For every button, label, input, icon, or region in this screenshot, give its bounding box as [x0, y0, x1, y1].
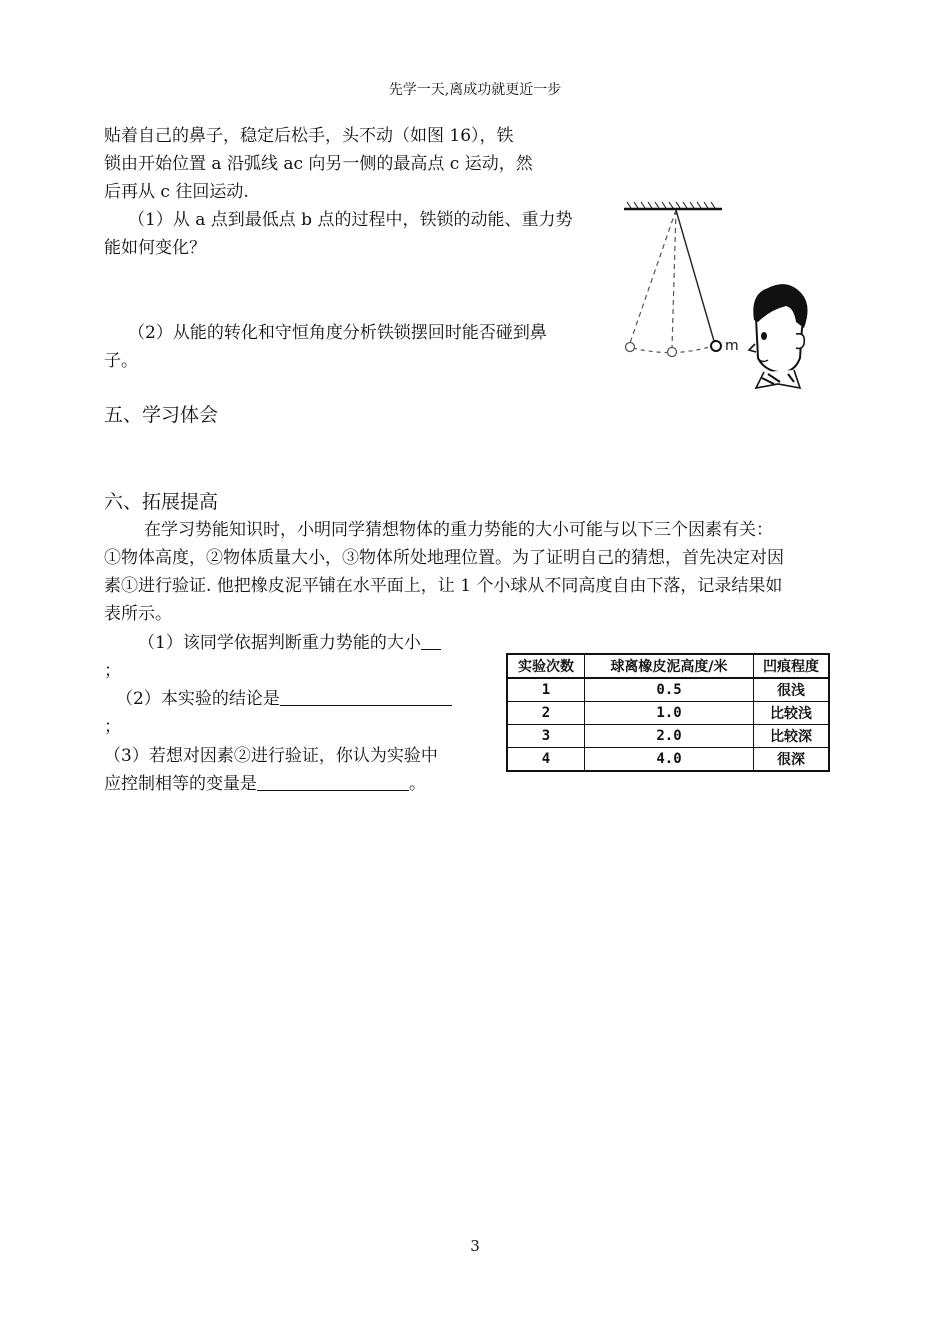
table-cell-dent-depth: 比较深 — [754, 725, 830, 748]
string-right — [676, 210, 714, 341]
experiment-results-table — [506, 653, 830, 772]
section-6-heading: 六、拓展提高 — [104, 491, 219, 513]
question-1-line-2: 能如何变化？ — [104, 238, 206, 258]
table-row — [507, 748, 829, 772]
question-2-answer-blank[interactable] — [280, 689, 452, 706]
mass-label: m — [725, 338, 739, 354]
table-cell-height: 2.0 — [585, 725, 754, 748]
table-header-trial: 实验次数 — [507, 654, 585, 678]
table-header-height: 球离橡皮泥高度/米 — [585, 654, 754, 678]
table-cell-dent-depth: 很浅 — [754, 678, 830, 702]
table-cell-dent-depth: 很深 — [754, 748, 830, 772]
question-3-end-mark: 。 — [409, 774, 426, 794]
string-left — [630, 210, 676, 343]
lock-position-b — [668, 348, 677, 357]
table-cell-trial: 4 — [507, 748, 585, 772]
section-6-paragraph-line-4: 表所示。 — [104, 604, 172, 624]
section-6-question-3-line-1: （3）若想对因素②进行验证，你认为实验中 — [104, 746, 438, 766]
pendulum-figure — [618, 198, 818, 396]
table-row — [507, 702, 829, 725]
question-1-line-1: （1）从 a 点到最低点 b 点的过程中，铁锁的动能、重力势 — [128, 210, 573, 230]
question-2-end-mark: ； — [104, 717, 121, 737]
table-header-row — [507, 654, 829, 678]
string-center — [672, 210, 676, 348]
table-cell-trial: 1 — [507, 678, 585, 702]
page-number: 3 — [470, 1237, 480, 1255]
page-header: 先学一天,离成功就更近一步 — [388, 82, 562, 98]
section-6-question-3-line-2 — [104, 769, 426, 794]
question-1-text: （1）该同学依据判断重力势能的大小 — [138, 633, 421, 653]
question-3-text: 应控制相等的变量是 — [104, 774, 257, 794]
section-6-paragraph-line-1: 在学习势能知识时，小明同学猜想物体的重力势能的大小可能与以下三个因素有关： — [144, 520, 773, 540]
question-3-answer-blank[interactable] — [257, 774, 409, 791]
table-cell-trial: 3 — [507, 725, 585, 748]
intro-line-3: 后再从 c 往回运动. — [104, 182, 249, 202]
question-1-answer-blank[interactable] — [421, 633, 441, 650]
table-cell-trial: 2 — [507, 702, 585, 725]
intro-line-1: 贴着自己的鼻子，稳定后松手，头不动（如图 16），铁 — [104, 126, 514, 146]
question-1-end-mark: ； — [104, 661, 121, 681]
table-row — [507, 678, 829, 702]
table-cell-dent-depth: 比较浅 — [754, 702, 830, 725]
section-5-heading: 五、学习体会 — [104, 404, 219, 426]
section-6-paragraph-line-3: 素①进行验证. 他把橡皮泥平铺在水平面上，让 1 个小球从不同高度自由下落，记录结果如 — [104, 576, 783, 596]
section-6-question-1 — [138, 628, 441, 653]
section-6-question-2 — [116, 684, 452, 709]
question-2-text: （2）本实验的结论是 — [116, 689, 280, 709]
table-cell-height: 0.5 — [585, 678, 754, 702]
table-cell-height: 4.0 — [585, 748, 754, 772]
section-6-paragraph-line-2: ①物体高度，②物体质量大小，③物体所处地理位置。为了证明自己的猜想，首先决定对因 — [104, 548, 784, 568]
table-header-dent-depth: 凹痕程度 — [754, 654, 830, 678]
lock-position-a — [626, 343, 635, 352]
boy-head-illustration — [749, 284, 808, 388]
intro-line-2: 锁由开始位置 a 沿弧线 ac 向另一侧的最高点 c 运动，然 — [104, 154, 533, 174]
question-2-line-2: 子。 — [104, 351, 138, 371]
ceiling-support — [624, 202, 722, 209]
question-2-line-1: （2）从能的转化和守恒角度分析铁锁摆回时能否碰到鼻 — [128, 323, 547, 343]
table-cell-height: 1.0 — [585, 702, 754, 725]
lock-position-c — [711, 341, 721, 351]
table-row — [507, 725, 829, 748]
